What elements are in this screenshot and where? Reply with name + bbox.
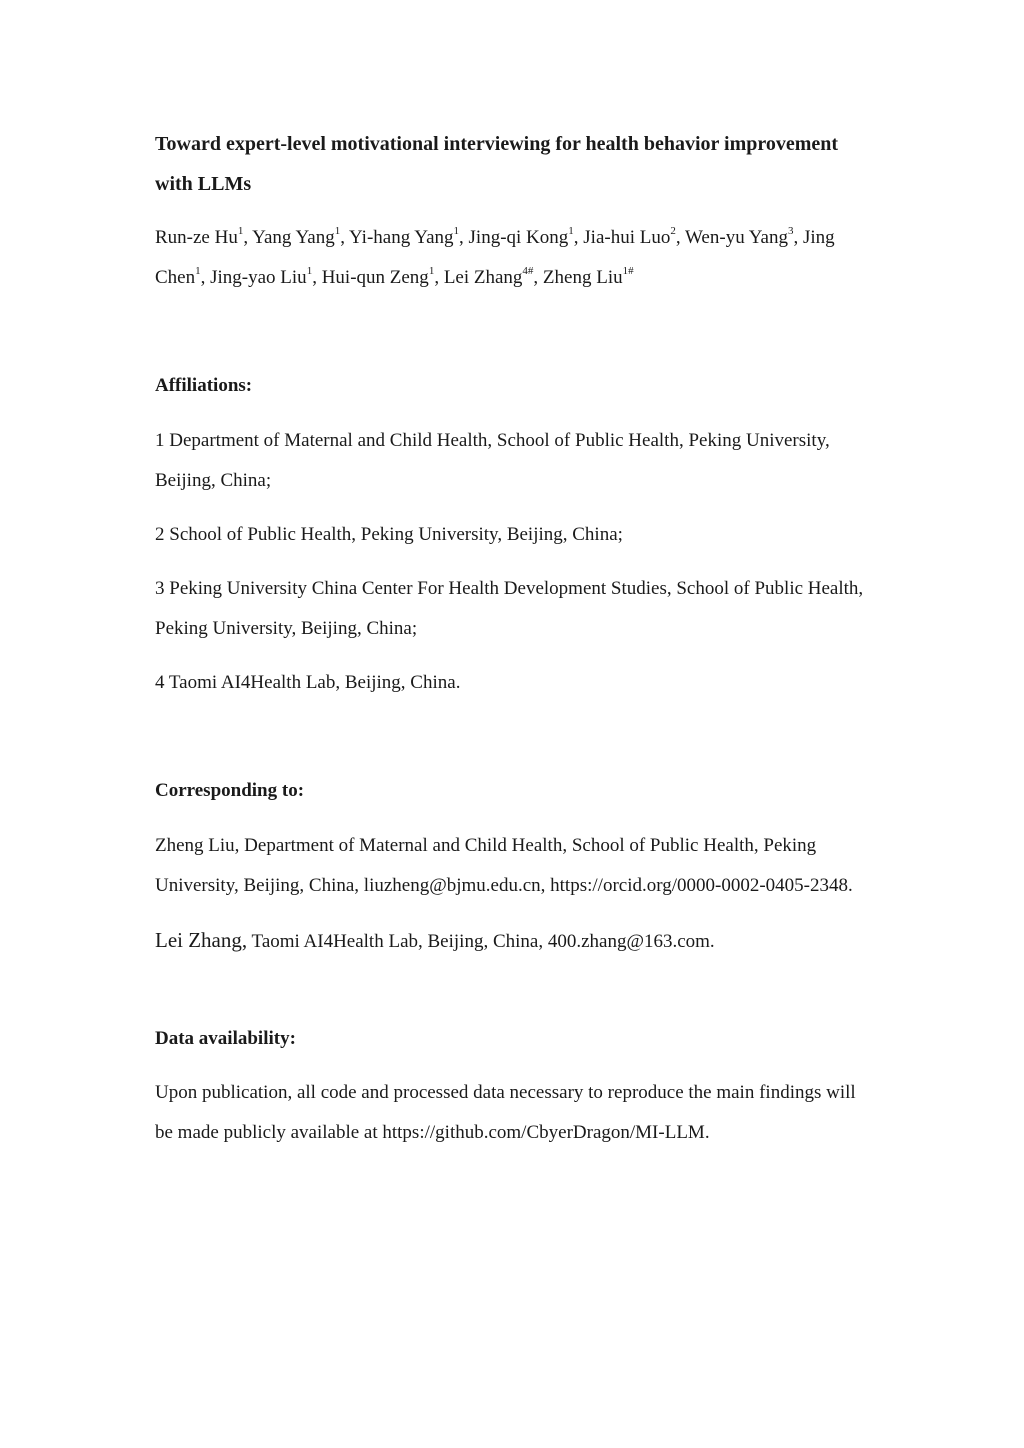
author-name: Yi-hang Yang (349, 227, 454, 248)
author-affiliation-mark: 4# (522, 264, 534, 277)
corresponding-author-2-details: Taomi AI4Health Lab, Beijing, China, 400.zhang@163.com. (247, 931, 715, 952)
corresponding-author-2 (155, 920, 875, 962)
author-name: Run-ze Hu (155, 227, 238, 248)
author-name: Hui-qun Zeng (321, 267, 429, 288)
author-name: Wen-yu Yang (685, 227, 788, 248)
author-entry (583, 224, 676, 248)
affiliation-item-1: 1 Department of Maternal and Child Health, School of Public Health, Peking University, Beijing, China; (155, 430, 830, 491)
author-affiliation-mark: 1 (306, 264, 313, 277)
author-entry (542, 264, 634, 288)
corresponding-author-1: Zheng Liu, Department of Maternal and Child Health, School of Public Health, Peking University, Beijing, China, liuzheng@bjmu.edu.cn, https://orcid.org/0000-0002-0405-2348. (155, 835, 853, 896)
affiliation-item-3: 3 Peking University China Center For Health Development Studies, School of Public Health, Peking University, Beijing, China; (155, 578, 864, 639)
author-list: Run-ze Hu$^1$, Yang Yang$^1$, Yi-hang Yang$^1$, Jing-qi Kong$^1$, Jia-hui Luo$^2$, Wen-yu Yang$^3$, Jing Chen$^1$, Jing-yao Liu$^1$, Hui-qun Zeng$^1$, Lei Zhang$^{4\#}$, Zheng Liu$^{1\#}$ (155, 224, 835, 288)
data-availability-text: Upon publication, all code and processed data necessary to reproduce the main findings will be made publicly available at https://github.com/CbyerDragon/MI-LLM. (155, 1082, 856, 1143)
data-availability-heading: Data availability: (155, 1028, 296, 1049)
author-entry (685, 224, 794, 248)
author-affiliation-mark: 1 (195, 264, 201, 277)
affiliations-heading: Affiliations: (155, 375, 253, 396)
author-name: Jing-qi Kong (468, 227, 569, 248)
corresponding-author-2-name: Lei Zhang, (155, 928, 248, 952)
paper-title: Toward expert-level motivational interviewing for health behavior improvement with LLMs (155, 133, 839, 195)
author-affiliation-mark: 1# (622, 264, 634, 277)
author-name: Jing Chen (155, 227, 835, 288)
author-affiliation-mark: 1 (237, 224, 244, 237)
author-entry (252, 224, 341, 248)
author-affiliation-mark: 1 (428, 264, 435, 277)
author-name: Jing-yao Liu (210, 267, 307, 288)
author-affiliation-mark: 1 (334, 224, 341, 237)
corresponding-heading: Corresponding to: (155, 780, 305, 801)
author-name: Jia-hui Luo (583, 227, 671, 248)
author-name: Lei Zhang (443, 267, 523, 288)
author-affiliation-mark: 2 (670, 224, 676, 237)
author-name: Zheng Liu (542, 267, 623, 288)
author-name: Yang Yang (252, 227, 335, 248)
author-entry (210, 264, 313, 288)
author-entry (468, 224, 574, 248)
author-affiliation-mark: 3 (788, 224, 794, 237)
author-entry (349, 224, 460, 248)
author-entry (155, 224, 244, 248)
author-entry (443, 264, 534, 288)
author-affiliation-mark: 1 (568, 224, 574, 237)
author-entry (321, 264, 435, 288)
affiliation-item-4: 4 Taomi AI4Health Lab, Beijing, China. (155, 672, 461, 693)
affiliation-item-2: 2 School of Public Health, Peking University, Beijing, China; (155, 524, 623, 545)
author-affiliation-mark: 1 (453, 224, 460, 237)
